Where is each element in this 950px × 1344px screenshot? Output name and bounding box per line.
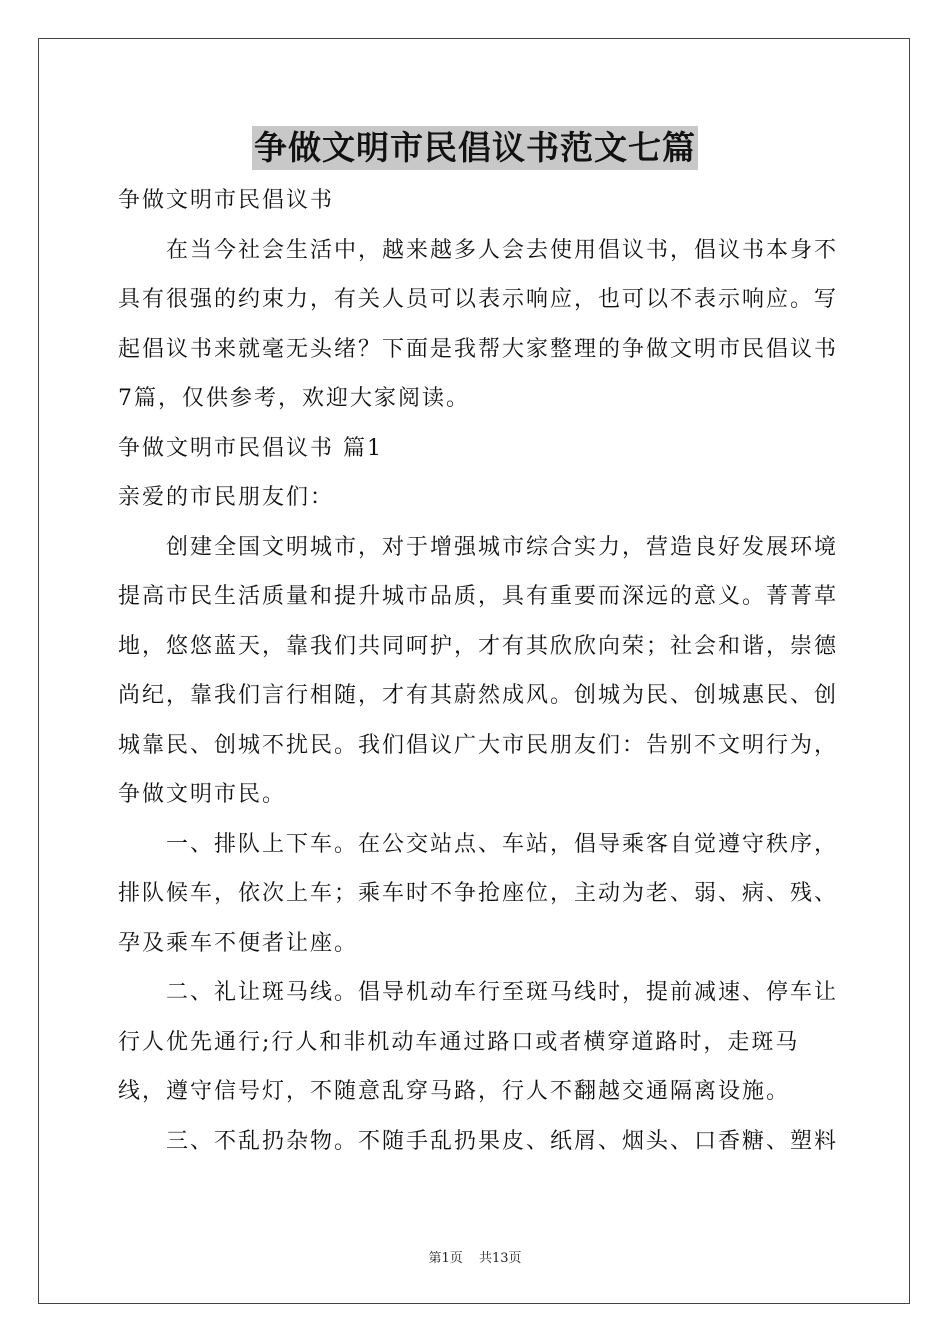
document-title: 争做文明市民倡议书范文七篇 xyxy=(252,126,698,170)
salutation: 亲爱的市民朋友们： xyxy=(118,485,335,510)
total-pages: 共13页 xyxy=(478,1251,522,1266)
intro-paragraph: 在当今社会生活中，越来越多人会去使用倡议书，倡议书本身不具有很强的约束力，有关人员可以表示响应，也可以不表示响应。写起倡议书来就毫无头绪？下面是我帮大家整理的争做文明市民倡议书7篇，仅供参考，欢迎大家阅读。 xyxy=(118,237,839,411)
page-number: 第1页 xyxy=(428,1251,463,1266)
section-heading: 争做文明市民倡议书 篇1 xyxy=(118,435,383,461)
page-footer xyxy=(0,1247,950,1266)
item-paragraph-2: 二、礼让斑马线。倡导机动车行至斑马线时，提前减速、停车让行人优先通行;行人和非机动车通过路口或者横穿道路时，走斑马线，遵守信号灯，不随意乱穿马路，行人不翻越交通隔离设施。 xyxy=(118,980,839,1104)
document-body xyxy=(118,176,838,1166)
item-paragraph-1: 一、排队上下车。在公交站点、车站，倡导乘客自觉遵守秩序，排队候车，依次上车；乘车时不争抢座位，主动为老、弱、病、残、孕及乘车不便者让座。 xyxy=(118,831,839,956)
title-wrap xyxy=(0,126,950,170)
item-paragraph-3: 三、不乱扔杂物。不随手乱扔果皮、纸屑、烟头、口香糖、塑料 xyxy=(166,1128,839,1154)
body-paragraph: 创建全国文明城市，对于增强城市综合实力，营造良好发展环境提高市民生活质量和提升城市品质，具有重要而深远的意义。菁菁草地，悠悠蓝天，靠我们共同呵护，才有其欣欣向荣；社会和谐，崇德尚纪，靠我们言行相随，才有其蔚然成风。创城为民、创城惠民、创城靠民、创城不扰民。我们倡议广大市民朋友们：告别不文明行为，争做文明市民。 xyxy=(118,534,839,807)
subtitle: 争做文明市民倡议书 xyxy=(118,188,335,213)
